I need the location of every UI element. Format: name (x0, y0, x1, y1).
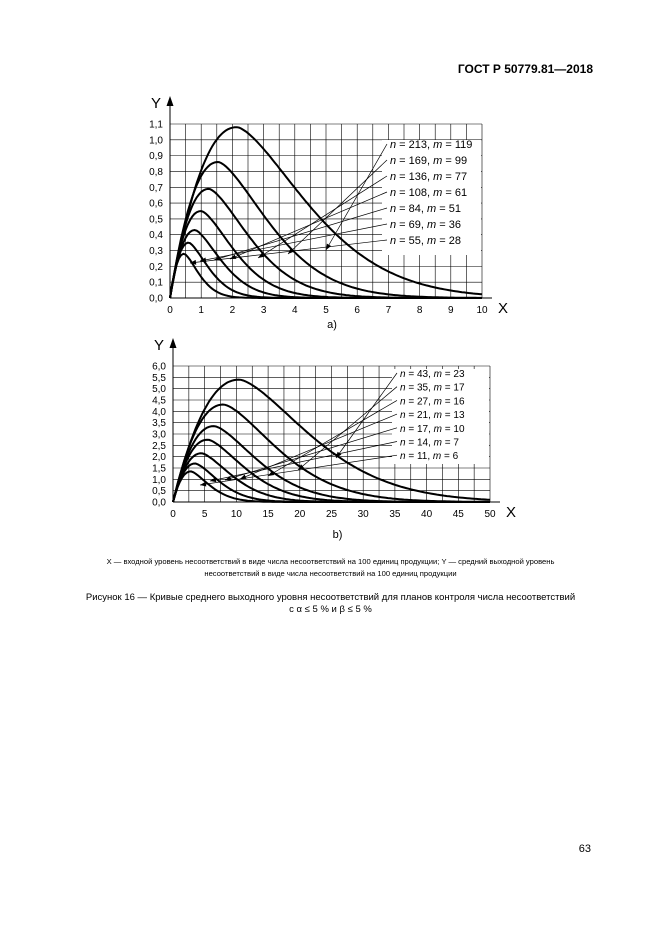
legend-n-value: 213 (408, 139, 428, 151)
y-tick-label: 1,5 (152, 463, 166, 475)
panel-label: a) (327, 319, 337, 331)
x-tick-label: 3 (260, 305, 267, 316)
legend-separator: = (405, 437, 417, 449)
y-tick-label: 0,7 (149, 182, 163, 194)
legend-separator: = (405, 369, 417, 380)
figure-caption-line-2: с α ≤ 5 % и β ≤ 5 % (289, 604, 372, 615)
y-tick-label: 3,0 (152, 429, 166, 441)
legend-n-value: 11 (416, 451, 428, 463)
y-tick-label: 2,0 (152, 452, 166, 464)
x-tick-label: 8 (416, 305, 423, 316)
legend-separator: = (436, 235, 449, 247)
legend-n-value: 69 (408, 219, 421, 231)
y-tick-label: 6,0 (152, 361, 166, 373)
legend-separator: = (442, 437, 454, 449)
legend-separator: , (420, 219, 428, 231)
legend-separator: , (427, 155, 434, 167)
legend-separator: = (441, 451, 453, 463)
y-tick-label: 5,5 (152, 372, 166, 384)
legend-m-label: m (433, 155, 443, 167)
legend-separator: = (442, 410, 454, 422)
legend-entry (390, 139, 472, 151)
leader-arrowhead (210, 477, 216, 482)
x-tick-label: 0 (167, 305, 173, 316)
legend-entry (400, 451, 459, 462)
figure-caption (30, 592, 631, 616)
y-tick-label: 5,0 (152, 384, 166, 396)
panel-label: b) (332, 529, 343, 541)
x-tick-label: 7 (385, 305, 392, 316)
legend-separator: = (396, 203, 409, 215)
y-axis-label: Y (153, 337, 165, 354)
legend-separator: = (396, 187, 409, 199)
y-tick-label: 0,4 (149, 230, 163, 242)
x-tick-label: 40 (421, 509, 433, 520)
figure-caption-line-1: Рисунок 16 — Кривые среднего выходного уровня несоответствий для планов контроля числа несоответствий (85, 592, 576, 603)
legend-separator: , (427, 171, 434, 183)
legend-m-value: 6 (452, 451, 459, 463)
legend-separator: , (420, 203, 428, 215)
legend-separator: = (442, 369, 454, 380)
legend-separator: , (428, 437, 434, 449)
y-tick-label: 0,0 (149, 293, 163, 305)
legend-m-label: m (433, 437, 442, 449)
legend-m-value: 99 (454, 155, 468, 167)
legend-entry (400, 424, 465, 435)
legend-entry (390, 187, 467, 199)
y-tick-label: 0,5 (149, 214, 163, 226)
legend-n-label: n (390, 155, 397, 167)
legend-entry (390, 235, 461, 247)
legend-separator: = (405, 382, 417, 394)
legend-separator: = (442, 155, 455, 167)
legend-separator: = (396, 219, 409, 231)
legend-separator: = (396, 171, 409, 183)
y-tick-label: 0,5 (152, 486, 166, 498)
y-tick-label: 4,0 (152, 406, 166, 418)
x-tick-label: 10 (476, 305, 488, 316)
x-tick-label: 50 (484, 509, 496, 520)
x-tick-label: 9 (448, 305, 454, 316)
y-tick-label: 3,5 (152, 418, 166, 430)
legend-entry (390, 219, 461, 231)
legend-entry (390, 155, 467, 167)
legend-m-label: m (432, 451, 442, 463)
legend-n-label: n (400, 369, 406, 380)
legend-separator: , (427, 187, 434, 199)
legend-n-label: n (400, 410, 406, 422)
y-tick-label: 1,0 (149, 135, 163, 147)
legend-separator: , (427, 139, 434, 151)
legend-m-label: m (433, 410, 442, 422)
legend-separator: = (396, 155, 409, 167)
legend-n-label: n (400, 382, 406, 394)
legend-m-value: 61 (454, 187, 468, 199)
legend-separator: = (442, 423, 454, 435)
legend-separator: , (428, 423, 434, 435)
legend-m-label: m (433, 423, 442, 435)
legend-separator: , (428, 410, 434, 422)
legend-separator: , (428, 396, 434, 408)
legend-m-label: m (427, 203, 437, 215)
legend-n-label: n (400, 423, 406, 435)
x-tick-label: 1 (198, 305, 204, 316)
legend-n-value: 21 (416, 410, 429, 422)
legend-n-label: n (390, 219, 397, 231)
legend-separator: = (442, 171, 455, 183)
leader-line (214, 208, 387, 260)
legend-entry (390, 171, 467, 183)
legend-m-value: 23 (453, 369, 465, 380)
y-tick-label: 1,0 (152, 474, 166, 486)
legend-separator: = (442, 382, 454, 394)
legend-n-value: 169 (408, 155, 428, 167)
legend-m-value: 77 (454, 171, 468, 183)
legend-entry (400, 383, 465, 394)
figure-note (40, 556, 621, 580)
legend-m-value: 16 (453, 396, 465, 408)
legend-n-label: n (390, 139, 397, 151)
legend-n-value: 108 (408, 187, 428, 199)
legend-m-label: m (427, 219, 437, 231)
legend-entry (400, 396, 465, 407)
legend-separator: = (442, 187, 455, 199)
legend-m-value: 17 (453, 382, 465, 394)
legend-m-label: m (433, 382, 442, 394)
legend-separator: = (442, 139, 455, 151)
x-tick-label: 35 (389, 509, 401, 520)
legend-separator: = (442, 396, 454, 408)
legend-n-value: 35 (416, 382, 429, 394)
legend-n-label: n (390, 171, 397, 183)
x-tick-label: 0 (170, 509, 176, 520)
legend-m-value: 28 (448, 235, 462, 247)
legend-entry (400, 369, 465, 380)
legend-entry (400, 438, 459, 449)
y-tick-label: 0,9 (149, 151, 163, 163)
legend-m-value: 119 (454, 139, 473, 151)
x-tick-label: 5 (201, 509, 208, 520)
y-axis-arrow (167, 96, 174, 106)
y-tick-label: 2,5 (152, 440, 166, 452)
legend-separator: = (405, 423, 417, 435)
page-number: 63 (578, 843, 591, 855)
x-tick-label: 45 (452, 509, 464, 520)
x-tick-label: 30 (357, 509, 369, 520)
legend-n-label: n (400, 451, 406, 463)
x-tick-label: 20 (294, 509, 306, 520)
legend-n-value: 84 (408, 203, 421, 215)
legend-m-value: 7 (453, 437, 459, 449)
legend-separator: , (420, 235, 428, 247)
document-header: ГОСТ Р 50779.81—2018 (457, 62, 593, 76)
legend-n-value: 27 (416, 396, 429, 408)
y-tick-label: 0,2 (149, 261, 163, 273)
legend-n-label: n (390, 235, 397, 247)
figure-note-line-2: несоответствий в виде числа несоответствий на 100 единиц продукции (204, 569, 457, 578)
y-tick-label: 4,5 (152, 395, 166, 407)
legend-separator: , (428, 382, 434, 394)
y-tick-label: 0,6 (149, 198, 163, 210)
legend-separator: = (396, 139, 409, 151)
legend-separator: = (436, 203, 449, 215)
legend-separator: = (405, 451, 417, 463)
legend-m-label: m (433, 396, 442, 408)
legend-separator: = (436, 219, 449, 231)
legend-n-label: n (400, 437, 406, 449)
legend-separator: , (427, 451, 433, 463)
x-tick-label: 4 (292, 305, 298, 316)
legend-separator: , (428, 369, 434, 380)
legend-m-value: 10 (453, 423, 465, 435)
leader-line (200, 455, 397, 485)
legend-m-value: 36 (448, 219, 462, 231)
x-axis-label: X (505, 504, 517, 521)
legend-n-label: n (400, 396, 406, 408)
x-tick-label: 25 (325, 509, 338, 520)
legend-m-value: 13 (453, 410, 465, 422)
legend-m-label: m (433, 187, 443, 199)
x-tick-label: 15 (262, 509, 274, 520)
legend-entry (400, 410, 465, 421)
y-tick-label: 0,3 (149, 246, 163, 258)
x-tick-label: 10 (230, 509, 242, 520)
leader-line (288, 160, 387, 254)
legend-m-value: 51 (448, 203, 462, 215)
legend-n-value: 55 (408, 235, 421, 247)
legend-n-label: n (390, 203, 397, 215)
y-axis-arrow (170, 338, 177, 348)
legend-n-value: 17 (416, 423, 429, 435)
legend-entry (390, 203, 461, 215)
y-tick-label: 0,8 (149, 166, 163, 178)
x-tick-label: 2 (229, 305, 236, 316)
legend-m-label: m (433, 369, 442, 380)
x-tick-label: 5 (323, 305, 329, 316)
legend-m-label: m (433, 139, 443, 151)
x-axis-label: X (497, 300, 509, 317)
legend-m-label: m (433, 171, 443, 183)
legend-n-value: 43 (416, 369, 429, 380)
x-tick-label: 6 (354, 305, 360, 316)
figure-note-line-1: X — входной уровень несоответствий в виде числа несоответствий на 100 единиц продукции; Y — средний выходной уровень (106, 557, 555, 566)
legend-separator: = (405, 410, 417, 422)
legend-n-value: 14 (416, 437, 429, 449)
legend-n-label: n (390, 187, 397, 199)
y-tick-label: 0,0 (152, 497, 166, 509)
y-tick-label: 1,1 (149, 119, 163, 131)
legend-separator: = (405, 396, 417, 408)
y-tick-label: 0,1 (149, 277, 163, 289)
legend-m-label: m (427, 235, 437, 247)
y-axis-label: Y (150, 95, 162, 112)
legend-n-value: 136 (408, 171, 428, 183)
legend-separator: = (396, 235, 409, 247)
leader-arrowhead (200, 482, 206, 487)
